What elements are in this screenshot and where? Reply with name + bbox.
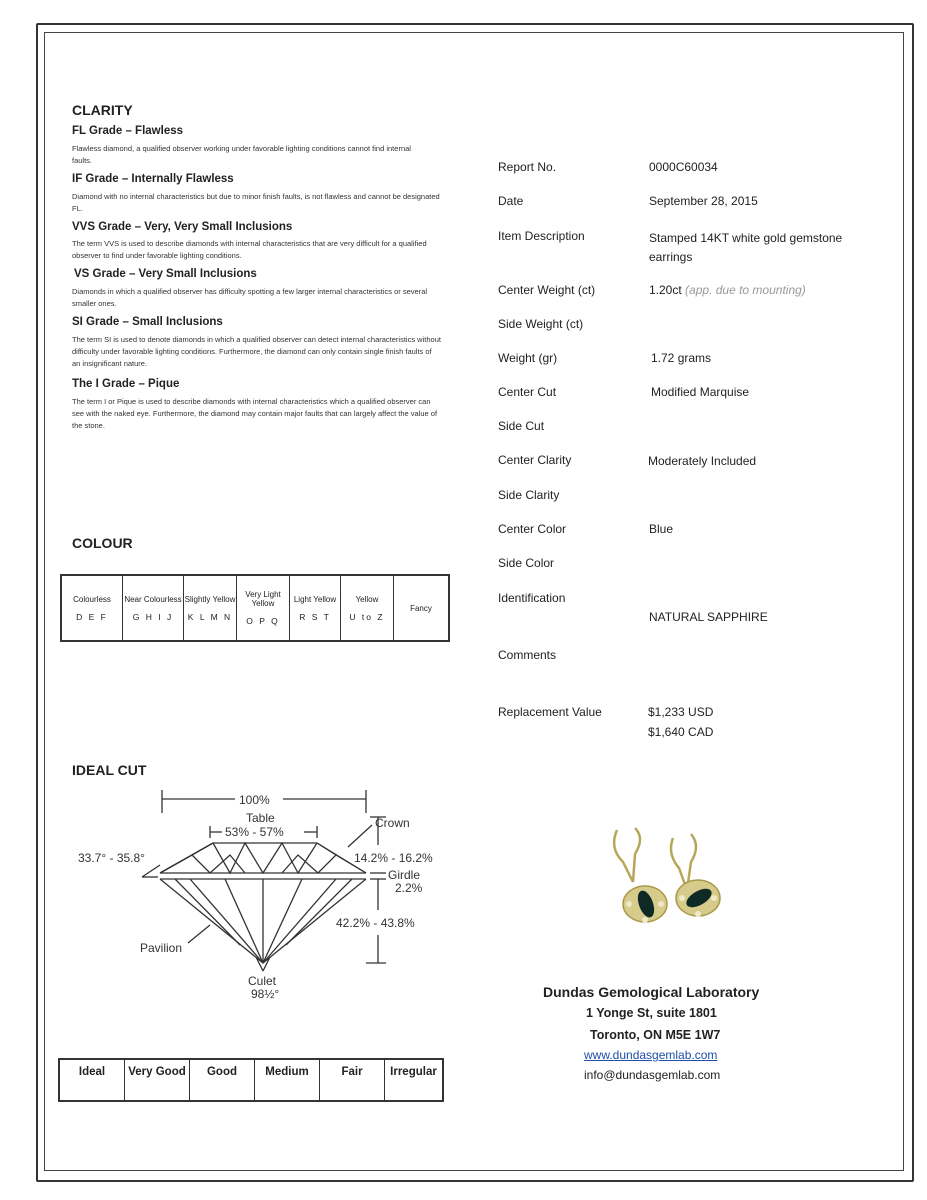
earrings-photo [595,820,745,940]
diagram-crown-label: Crown [375,816,410,830]
report-label: Comments [498,648,557,662]
report-value: Blue [649,522,674,536]
cut-grade-cell: Ideal [59,1059,125,1101]
colour-title: COLOUR [72,535,133,551]
report-label: Identification [498,591,566,605]
lab-address-line2: Toronto, ON M5E 1W7 [590,1028,721,1042]
diamond-cut-diagram [70,785,450,1010]
report-label: Side Weight (ct) [498,317,584,331]
lab-website-link[interactable]: www.dundasgemlab.com [584,1048,718,1062]
clarity-grade-vvs: VVS Grade – Very, Very Small Inclusions [72,221,293,233]
report-label: Side Color [498,556,555,570]
clarity-grade-si: SI Grade – Small Inclusions [72,316,223,328]
colour-cell: Fancy [394,575,450,641]
clarity-desc-vs: Diamonds in which a qualified observer has difficulty spotting a few larger internal characteristics or several smaller ones. [72,287,428,308]
report-label: Side Clarity [498,488,560,502]
diagram-culet-angle: 98½° [251,987,280,1001]
report-value: 0000C60034 [649,160,718,174]
clarity-desc-i: The term I or Pique is used to describe diamonds with internal characteristics which a qualified observer can see with the naked eye. Furthermore, the diamond may contain major faults that can largely affect the value of the stone. [72,397,438,430]
report-label: Report No. [498,160,557,174]
lab-name: Dundas Gemological Laboratory [543,984,760,1000]
clarity-desc-vvs: The term VVS is used to describe diamonds with internal characteristics that are very difficult for a qualified observer to find under favorable lighting conditions. [72,239,427,260]
cut-grade-cell: Medium [255,1059,320,1101]
report-label: Center Cut [498,385,557,399]
diagram-pavilion-label: Pavilion [140,941,183,955]
diagram-table-range: 53% - 57% [225,825,284,839]
colour-cell: Very Light Yellow O P Q [237,575,290,641]
colour-cell: Colourless D E F [61,575,123,641]
clarity-grade-i: The I Grade – Pique [72,378,180,390]
clarity-desc-si: The term SI is used to denote diamonds in which a qualified observer can detect internal characteristics without difficulty under favorable lighting conditions. Furthermore, the diamond can only contain single finish faults of an insignificant nature. [72,335,441,368]
diagram-width-label: 100% [239,793,270,807]
cut-grade-cell: Very Good [125,1059,190,1101]
cut-grade-table [58,1058,444,1102]
lab-address-line1: 1 Yonge St, suite 1801 [586,1006,717,1020]
report-label: Side Cut [498,419,545,433]
report-label: Date [498,194,524,208]
report-label: Center Clarity [498,453,572,467]
cut-grade-cell: Irregular [385,1059,444,1101]
clarity-desc-fl: Flawless diamond, a qualified observer working under favorable lighting conditions cannot find internal faults. [72,144,411,165]
clarity-grade-if: IF Grade – Internally Flawless [72,173,234,185]
report-value: Stamped 14KT white gold gemstone earrings [649,231,843,264]
diagram-girdle-label: Girdle [388,868,421,882]
colour-cell: Near Colourless G H I J [123,575,184,641]
diagram-crown-height: 14.2% - 16.2% [354,851,433,865]
diagram-crown-angle: 33.7° - 35.8° [78,851,145,865]
lab-email: info@dundasgemlab.com [584,1068,721,1082]
report-value: September 28, 2015 [649,194,758,208]
colour-cell: Light Yellow R S T [290,575,341,641]
report-label: Center Color [498,522,567,536]
clarity-grade-fl: FL Grade – Flawless [72,125,184,137]
cut-grade-cell: Good [190,1059,255,1101]
report-label: Replacement Value [498,705,602,719]
report-note: (app. due to mounting) [685,283,806,297]
colour-cell: Yellow U to Z [341,575,394,641]
report-value: $1,233 USD [648,705,714,719]
clarity-grade-vs: VS Grade – Very Small Inclusions [74,268,257,280]
diagram-culet-label: Culet [248,974,277,988]
diagram-table-label: Table [246,811,275,825]
cut-grade-cell: Fair [320,1059,385,1101]
report-value-secondary: $1,640 CAD [648,725,714,739]
report-value: Modified Marquise [651,385,750,399]
report-value: 1.20ct (app. due to mounting) [649,283,806,297]
report-value: NATURAL SAPPHIRE [649,610,768,624]
diagram-girdle-value: 2.2% [395,881,423,895]
colour-scale-table [60,574,450,642]
report-label: Center Weight (ct) [498,283,596,297]
report-label: Item Description [498,229,585,243]
ideal-cut-title: IDEAL CUT [72,762,147,778]
clarity-desc-if: Diamond with no internal characteristics but due to minor finish faults, is not flawless and cannot be designated FL. [72,192,440,213]
report-value: 1.72 grams [651,351,712,365]
report-value: Moderately Included [648,454,757,468]
report-label: Weight (gr) [498,351,558,365]
clarity-title: CLARITY [72,102,133,118]
diagram-pavilion-depth: 42.2% - 43.8% [336,916,415,930]
colour-cell: Slightly Yellow K L M N [184,575,237,641]
